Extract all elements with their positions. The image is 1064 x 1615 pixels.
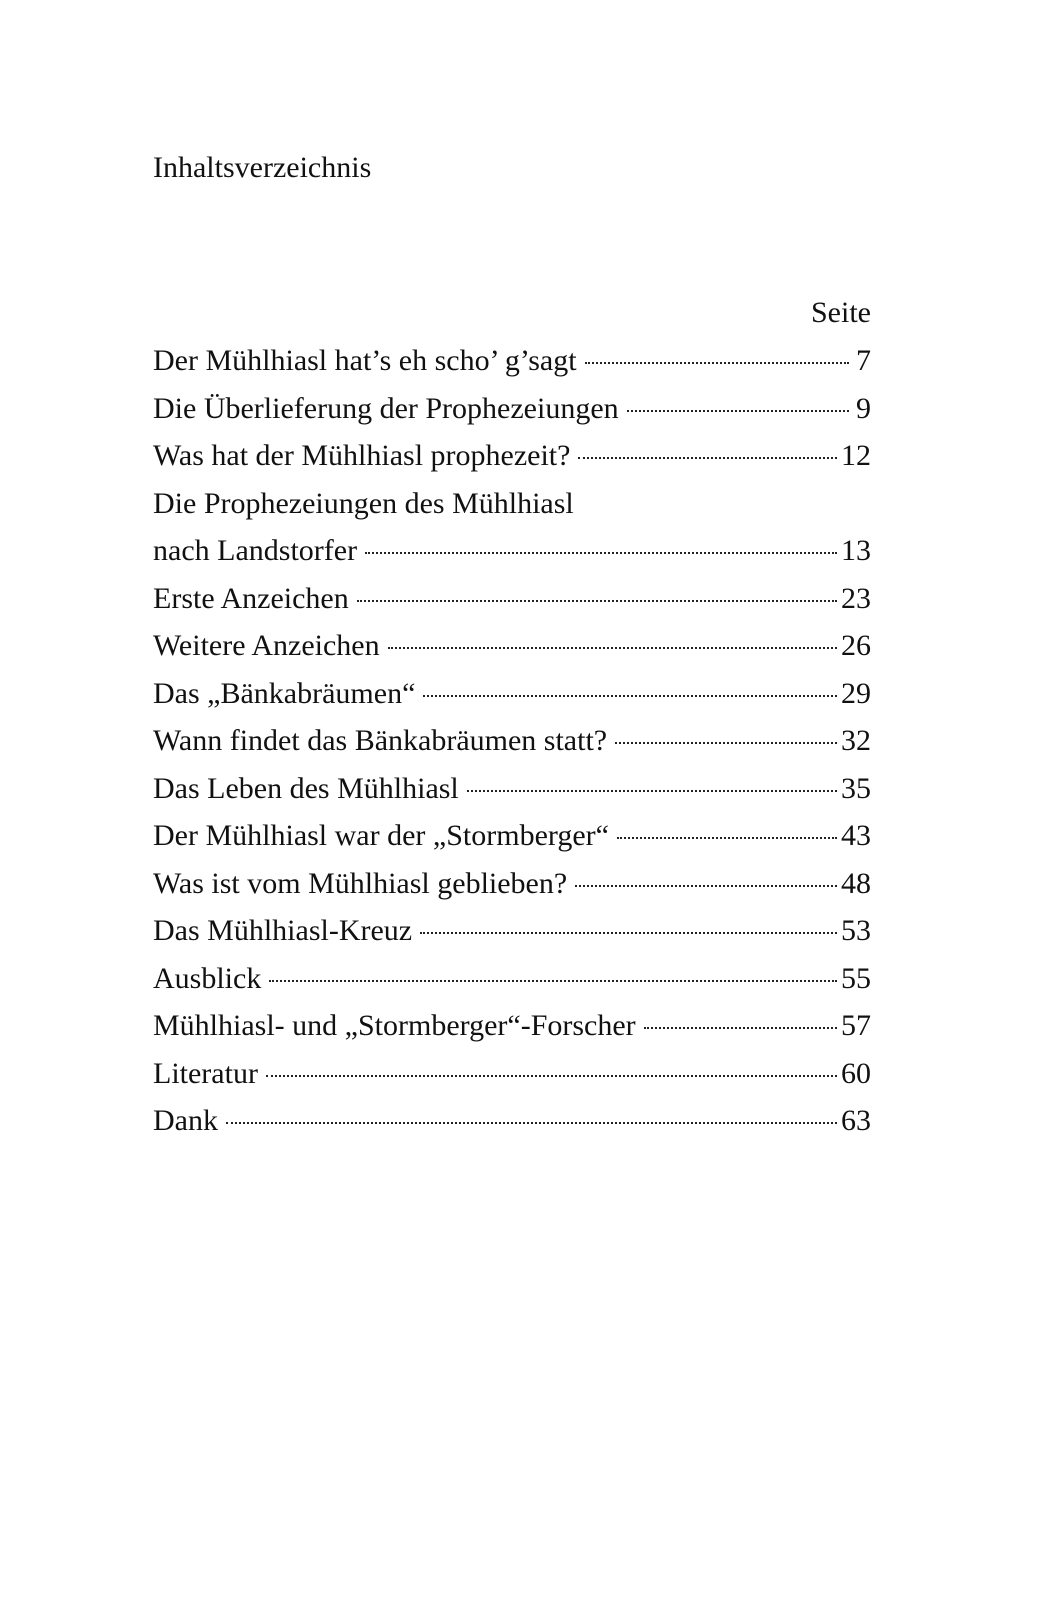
toc-list [153, 343, 871, 1151]
toc-entry-page-number: 29 [841, 676, 871, 710]
toc-entry[interactable] [153, 1103, 871, 1151]
toc-entry-title: Mühlhiasl- und „Stormberger“-Forscher [153, 1009, 636, 1042]
toc-entry-page-number: 53 [841, 914, 871, 947]
toc-entry-page-number: 63 [841, 1104, 871, 1137]
toc-entry-page-number: 23 [841, 581, 871, 615]
dot-leader [420, 932, 837, 934]
toc-entry-page-number: 7 [856, 344, 871, 377]
toc-entry-title: Der Mühlhiasl hat’s eh scho’ g’sagt [153, 344, 577, 377]
toc-entry-title: Die Prophezeiungen des Mühlhiasl [153, 486, 574, 520]
toc-entry[interactable] [153, 723, 871, 771]
toc-entry-page-number: 55 [841, 961, 871, 995]
toc-entry-page-number: 35 [841, 771, 871, 805]
toc-entry-page-number: 43 [841, 819, 871, 852]
toc-entry-page-number: 9 [856, 391, 871, 425]
toc-entry[interactable] [153, 438, 871, 486]
toc-entry[interactable] [153, 676, 871, 724]
dot-leader [357, 600, 837, 602]
dot-leader [578, 457, 837, 459]
toc-entry[interactable] [153, 961, 871, 1009]
toc-entry-title: nach Landstorfer [153, 534, 358, 567]
toc-entry-page-number: 32 [841, 724, 871, 757]
toc-entry-page-number: 12 [841, 439, 871, 472]
dot-leader [617, 837, 837, 839]
toc-entry-title: Was ist vom Mühlhiasl geblieben? [153, 866, 568, 900]
toc-entry-page-number: 60 [841, 1056, 871, 1090]
dot-leader [644, 1027, 837, 1029]
toc-entry[interactable] [153, 343, 871, 391]
dot-leader [226, 1122, 837, 1124]
toc-entry[interactable] [153, 866, 871, 914]
toc-entry-title: Was hat der Mühlhiasl prophezeit? [153, 439, 571, 472]
toc-entry-title: Das Leben des Mühlhiasl [153, 771, 459, 805]
table-of-contents [153, 295, 871, 1151]
toc-entry-title: Literatur [153, 1056, 258, 1090]
page-column-header: Seite [811, 296, 871, 329]
toc-entry[interactable] [153, 486, 871, 534]
toc-entry[interactable] [153, 1056, 871, 1104]
dot-leader [388, 647, 837, 649]
dot-leader [266, 1075, 837, 1077]
toc-entry-title: Wann findet das Bänkabräumen statt? [153, 724, 608, 757]
toc-entry[interactable] [153, 391, 871, 439]
dot-leader [423, 695, 837, 697]
dot-leader [575, 885, 837, 887]
toc-entry[interactable] [153, 533, 871, 581]
dot-leader [615, 742, 837, 744]
dot-leader [269, 980, 837, 982]
toc-entry-title: Die Überlieferung der Prophezeiungen [153, 391, 619, 425]
toc-entry-title: Erste Anzeichen [153, 581, 349, 615]
page-title: Inhaltsverzeichnis [153, 151, 372, 184]
toc-entry-title: Dank [153, 1104, 218, 1137]
toc-entry[interactable] [153, 913, 871, 961]
dot-leader [365, 552, 837, 554]
toc-entry-page-number: 57 [841, 1009, 871, 1042]
dot-leader [585, 362, 849, 364]
toc-entry-page-number: 13 [841, 534, 871, 567]
dot-leader [627, 410, 849, 412]
toc-entry-title: Das Mühlhiasl-Kreuz [153, 914, 413, 947]
toc-entry-title: Weitere Anzeichen [153, 629, 380, 662]
toc-entry-page-number: 48 [841, 866, 871, 900]
toc-entry[interactable] [153, 818, 871, 866]
toc-entry[interactable] [153, 628, 871, 676]
dot-leader [467, 790, 837, 792]
toc-entry[interactable] [153, 581, 871, 629]
toc-entry-title: Das „Bänkabräumen“ [153, 676, 416, 710]
toc-entry-title: Der Mühlhiasl war der „Stormberger“ [153, 819, 609, 852]
toc-entry[interactable] [153, 1008, 871, 1056]
toc-entry-title: Ausblick [153, 961, 262, 995]
toc-entry-page-number: 26 [841, 629, 871, 662]
toc-entry[interactable] [153, 771, 871, 819]
